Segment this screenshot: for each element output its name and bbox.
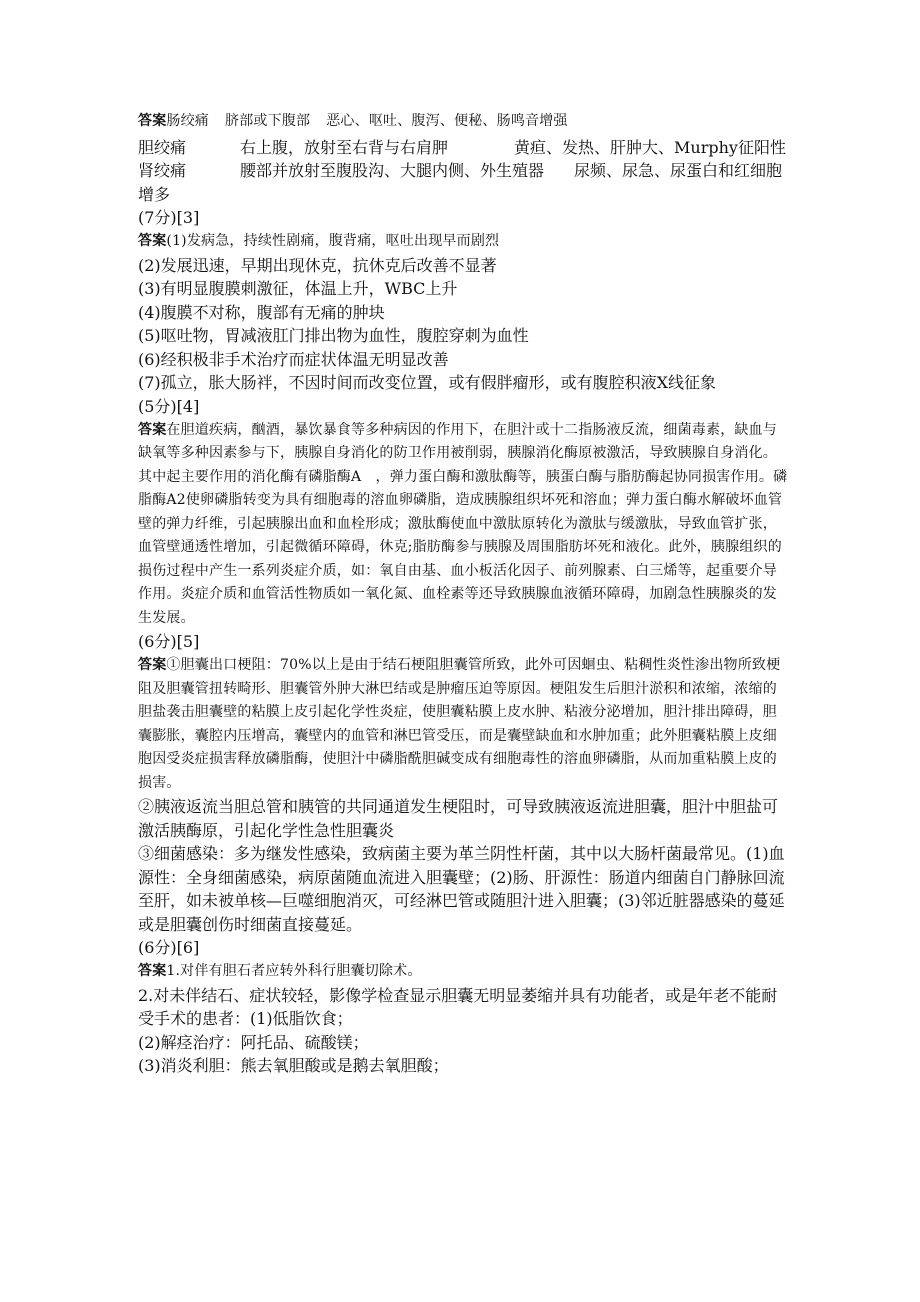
answer-6-item-3: (2)解痉治疗：阿托品、硫酸镁；	[138, 1032, 369, 1052]
score-4: (5分)[4]	[138, 396, 200, 416]
answer-label: 答案	[138, 233, 167, 249]
answer-label: 答案	[138, 113, 167, 129]
answer-label: 答案	[138, 963, 167, 979]
colic-type-2: 胆绞痛	[138, 137, 187, 157]
colic-location-1: 脐部或下腹部	[225, 113, 311, 129]
colic-type-1: 肠绞痛	[166, 113, 210, 129]
answer-6-first-line	[138, 960, 788, 984]
answer-4-paragraph	[138, 419, 788, 631]
answer-3-item-1: (1)发病急，持续性剧痛，腹背痛，呕吐出现早而剧烈	[166, 233, 500, 249]
answer-6-item-2: 2.对未伴结石、症状较轻，影像学检查显示胆囊无明显萎缩并具有功能者，或是年老不能耐受手术的患者：(1)低脂饮食；	[138, 985, 778, 1028]
answer-5-text-1: ①胆囊出口梗阻：70%以上是由于结石梗阻胆囊管所致，此外可因蛔虫、粘稠性炎性渗出物所致梗阻及胆囊管扭转畸形、胆囊管外肿大淋巴结或是肿瘤压迫等原因。梗阻发生后胆汁淤积和浓缩，浓缩的胆盐袭击胆囊壁的粘膜上皮引起化学性炎症，使胆囊粘膜上皮水肿、粘液分泌增加，胆汁排出障碍，胆囊膨胀，囊腔内压增高，囊壁内的血管和淋巴管受压，而是囊壁缺血和水肿加重；此外胆囊粘膜上皮细胞因受炎症损害释放磷脂酶，使胆汁中磷脂酰胆碱变成有细胞毒性的溶血卵磷脂，从而加重粘膜上皮的损害。	[138, 657, 781, 791]
answer-3-item-5: (5)呕吐物，胃减液肛门排出物为血性，腹腔穿刺为血性	[138, 326, 529, 345]
answer-3-first-line	[138, 230, 788, 254]
answer-6-item-4: (3)消炎利胆：熊去氧胆酸或是鹅去氧胆酸；	[138, 1056, 449, 1075]
answer-6-item-1: 1.对伴有胆石者应转外科行胆囊切除术。	[166, 963, 422, 979]
colic-location-2: 右上腹，放射至右背与右肩胛	[240, 137, 449, 157]
colic-location-3: 腰部并放射至腹股沟、大腿内侧、外生殖器	[240, 161, 545, 180]
answer-5-paragraph-3: ③细菌感染：多为继发性感染，致病菌主要为革兰阴性杆菌，其中以大肠杆菌最常见。(1)血源性：全身细菌感染，病原菌随血流进入胆囊壁；(2)肠、肝源性：肠道内细菌自门静脉回流至肝，如未被单核—巨噬细胞消灭，可经淋巴管或随胆汁进入胆囊；(3)邻近脏器感染的蔓延或是胆囊创伤时细菌直接蔓延。	[138, 844, 785, 934]
answer-5-paragraph-1	[138, 654, 788, 795]
colic-symptoms-1: 恶心、呕吐、腹泻、便秘、肠鸣音增强	[326, 113, 568, 129]
answer-3-item-3: (3)有明显腹膜刺激征，体温上升，WBC上升	[138, 279, 458, 298]
answer-3-item-4: (4)腹膜不对称，腹部有无痛的肿块	[138, 302, 385, 322]
answer-3-item-2: (2)发展迅速，早期出现休克，抗休克后改善不显著	[138, 255, 497, 275]
answer-2-line-2	[138, 136, 788, 160]
score-6: (6分)[6]	[138, 938, 200, 957]
colic-symptoms-3: 尿频、尿急、尿蛋白和红细胞增多	[138, 161, 783, 204]
answer-5-paragraph-2: ②胰液返流当胆总管和胰管的共同通道发生梗阻时，可导致胰液返流进胆囊，胆汁中胆盐可激活胰酶原，引起化学性急性胆囊炎	[138, 797, 779, 840]
answer-label: 答案	[138, 657, 167, 673]
answer-4-text: 在胆道疾病，酗酒，暴饮暴食等多种病因的作用下，在胆汁或十二指肠液反流，细菌毒素，缺血与缺氧等多种因素参与下，胰腺自身消化的防卫作用被削弱，胰腺消化酶原被激活，导致胰腺自身消化。其中起主要作用的消化酶有磷脂酶A ，弹力蛋白酶和激肽酶等，胰蛋白酶与脂肪酶起协同损害作用。磷脂酶A2使卵磷脂转变为具有细胞毒的溶血卵磷脂，造成胰腺组织坏死和溶血；弹力蛋白酶水解破坏血管壁的弹力纤维，引起胰腺出血和血栓形成；激肽酶使血中激肽原转化为激肽与缓激肽，导致血管扩张，血管壁通透性增加，引起微循环障碍，休克;脂肪酶参与胰腺及周围脂肪坏死和液化。此外，胰腺组织的损伤过程中产生一系列炎症介质，如：氧自由基、血小板活化因子、前列腺素、白三烯等，起重要介导作用。炎症介质和血管活性物质如一氧化氮、血栓素等还导致胰腺血液循环障碍，加剧急性胰腺炎的发生发展。	[138, 421, 788, 626]
answer-label: 答案	[138, 421, 167, 438]
answer-2-line-3	[138, 159, 788, 206]
score-5: (6分)[5]	[138, 632, 200, 651]
answer-3-item-7: (7)孤立，胀大肠袢，不因时间而改变位置，或有假胖瘤形，或有腹腔积液X线征象	[138, 373, 717, 392]
colic-type-3: 肾绞痛	[138, 161, 187, 180]
answer-2-line-1	[138, 110, 788, 134]
colic-symptoms-2: 黄疸、发热、肝肿大、Murphy征阳性	[514, 137, 786, 157]
answer-3-item-6: (6)经积极非手术治疗而症状体温无明显改善	[138, 349, 449, 369]
score-3: (7分)[3]	[138, 208, 200, 227]
